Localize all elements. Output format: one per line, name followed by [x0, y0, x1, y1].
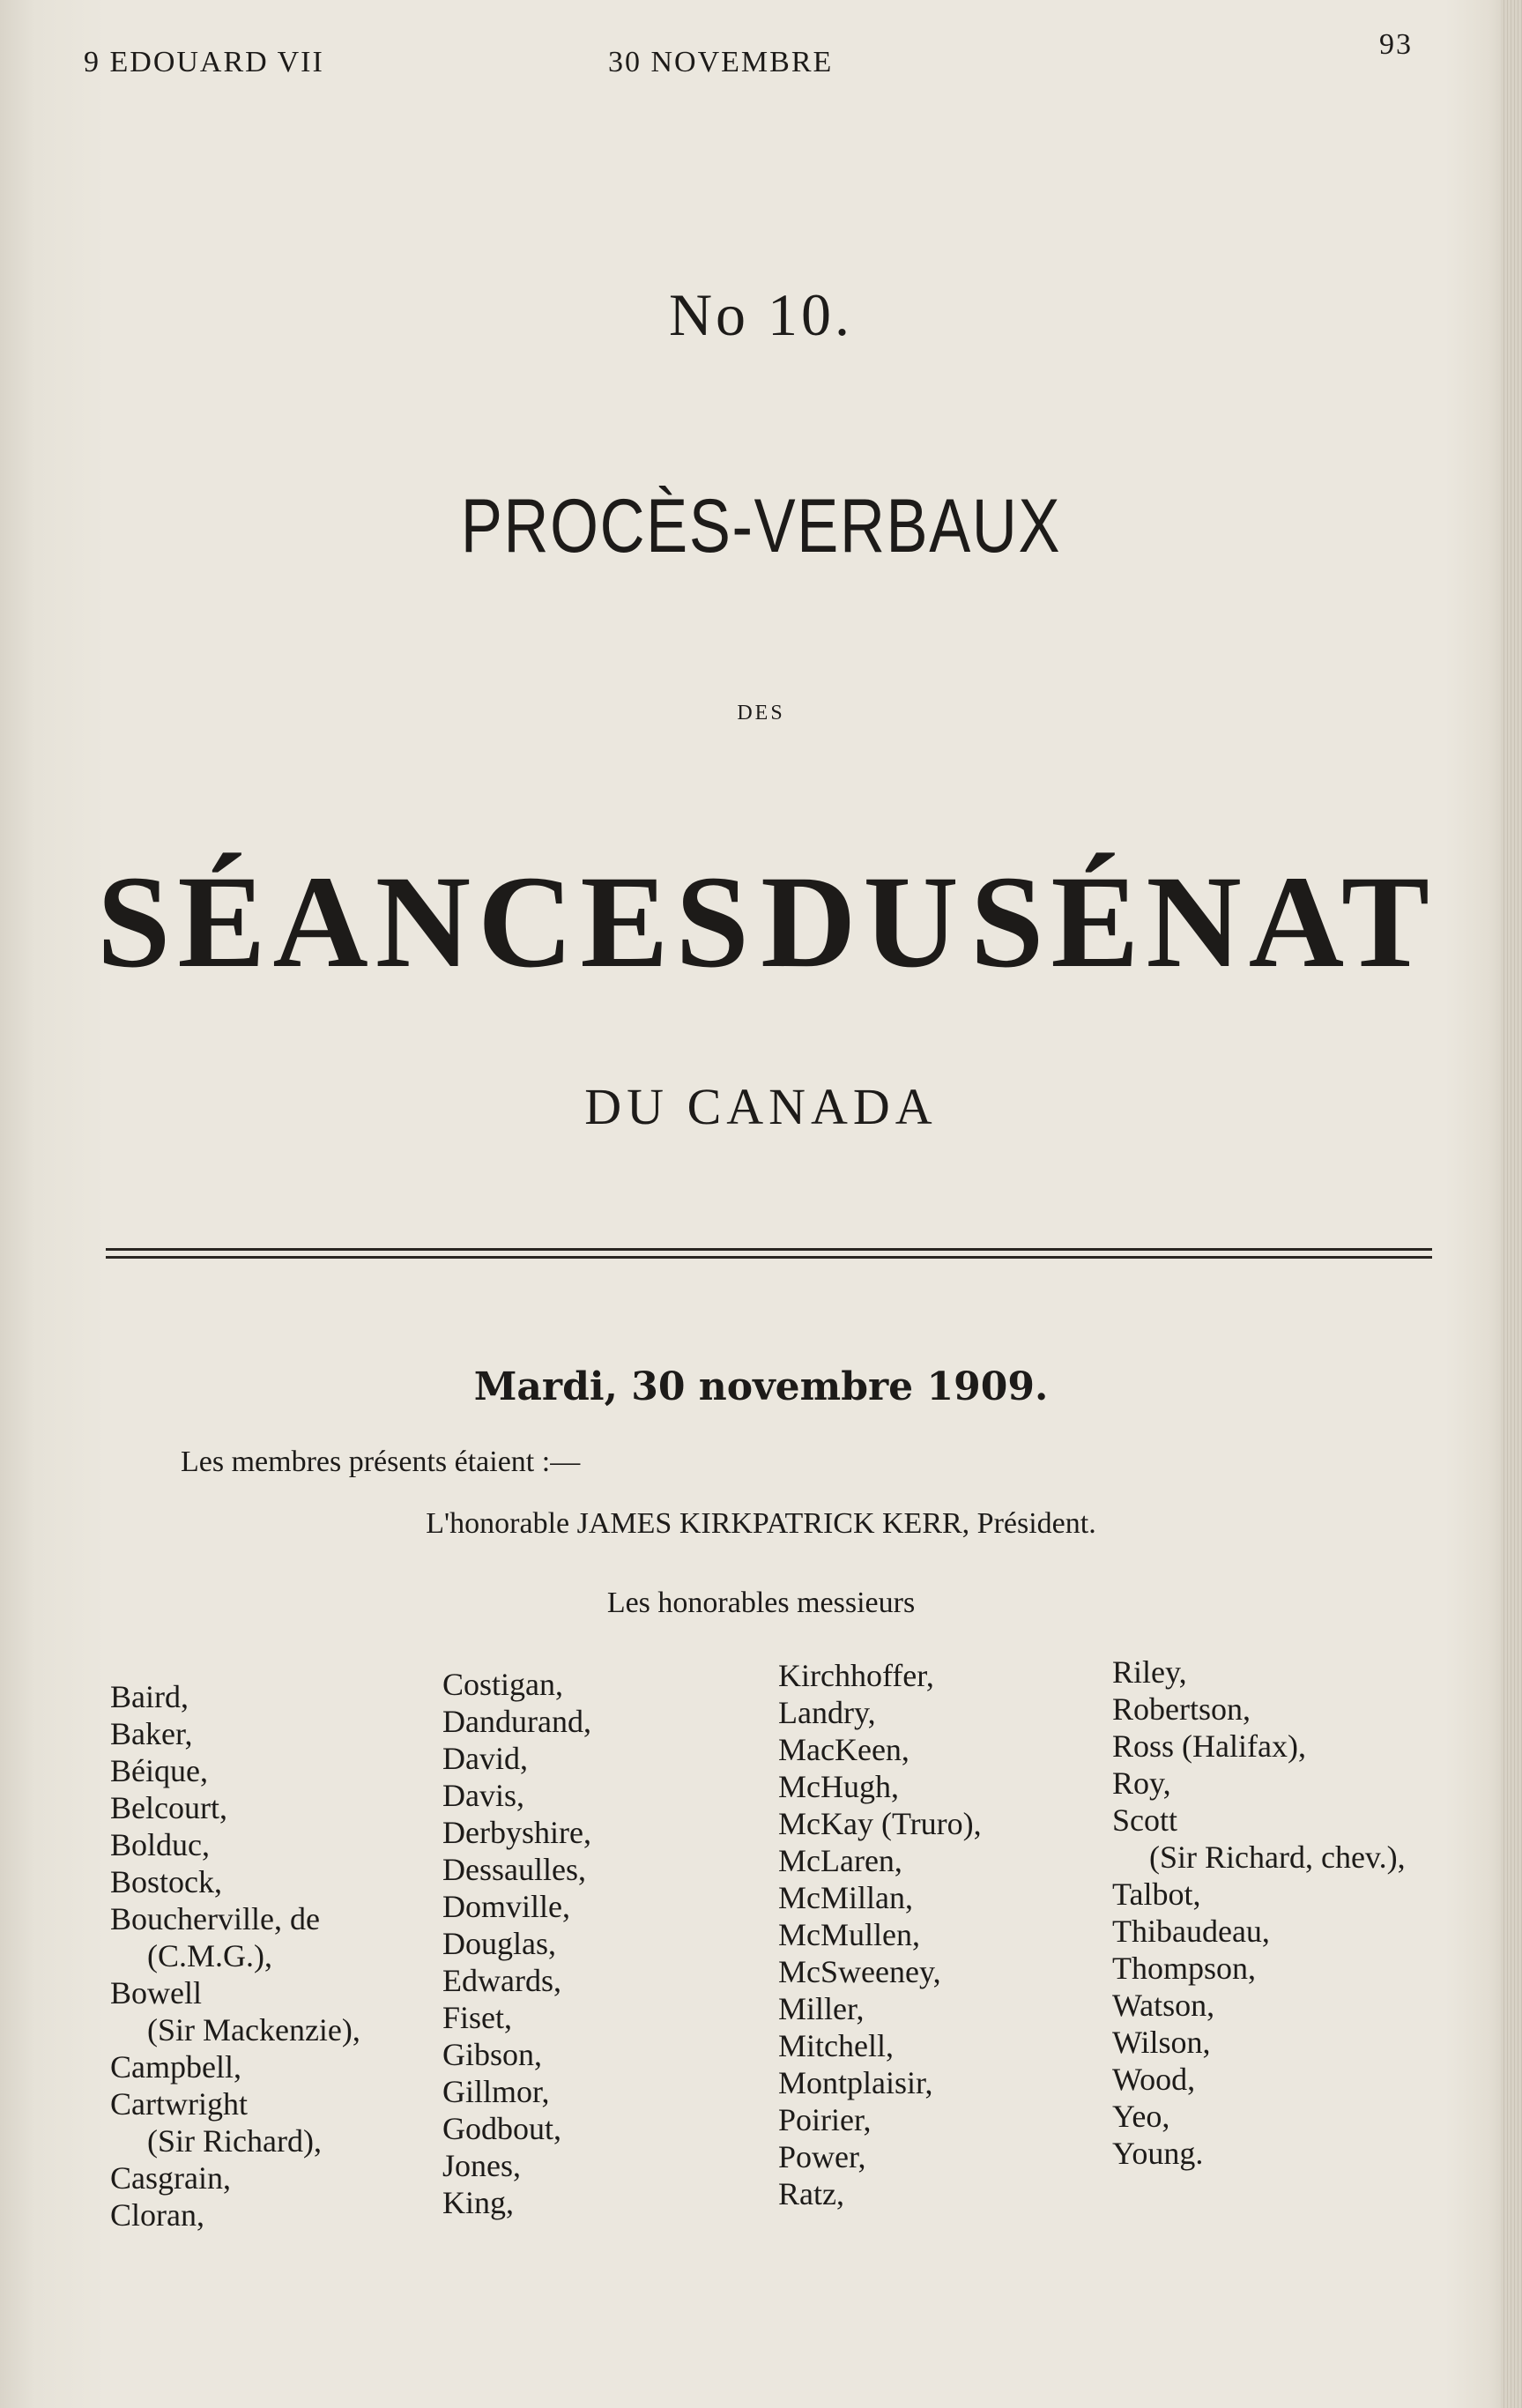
- member-name: (C.M.G.),: [147, 1938, 272, 1973]
- member-name: McMullen,: [778, 1917, 920, 1952]
- members-column-1: [110, 1678, 360, 2233]
- member-name: Roy,: [1112, 1765, 1171, 1801]
- member-name: Douglas,: [442, 1926, 556, 1961]
- member-name: Costigan,: [442, 1667, 564, 1702]
- member-name: Talbot,: [1112, 1877, 1201, 1912]
- member-name: Jones,: [442, 2148, 521, 2183]
- member-name: Cloran,: [110, 2197, 204, 2233]
- header-center: 30 NOVEMBRE: [608, 46, 834, 78]
- member-name: McSweeney,: [778, 1954, 941, 1989]
- member-name: Montplaisir,: [778, 2065, 933, 2100]
- member-name: Robertson,: [1112, 1691, 1251, 1727]
- title-des: DES: [737, 702, 785, 725]
- member-name: Bowell: [110, 1975, 202, 2010]
- member-name: Watson,: [1112, 1988, 1215, 2023]
- member-name: Thibaudeau,: [1112, 1914, 1270, 1949]
- members-column-4: [1112, 1654, 1406, 2172]
- member-name: Wood,: [1112, 2062, 1196, 2097]
- member-name: Landry,: [778, 1695, 876, 1730]
- member-name: Baker,: [110, 1716, 193, 1751]
- member-name: Cartwright: [110, 2086, 248, 2122]
- members-present-label: Les membres présents étaient :—: [181, 1446, 581, 1478]
- member-name: David,: [442, 1741, 528, 1776]
- title-seances-du-senat: [97, 846, 1437, 998]
- member-name: Miller,: [778, 1991, 865, 2026]
- member-name: Scott: [1112, 1802, 1178, 1838]
- member-name: Edwards,: [442, 1963, 561, 1998]
- member-name: (Sir Richard),: [147, 2123, 322, 2159]
- honorables-label: Les honorables messieurs: [606, 1587, 916, 1619]
- member-name: Ross (Halifax),: [1112, 1728, 1306, 1764]
- member-name: Gibson,: [442, 2037, 543, 2072]
- member-name: Godbout,: [442, 2111, 561, 2146]
- member-name: Davis,: [442, 1778, 524, 1813]
- member-name: Riley,: [1112, 1654, 1187, 1690]
- member-name: Wilson,: [1112, 2025, 1211, 2060]
- page-edge: [1501, 0, 1522, 2408]
- member-name: (Sir Richard, chev.),: [1149, 1839, 1406, 1875]
- document-number: No 10.: [668, 281, 854, 348]
- title-du-canada: DU CANADA: [584, 1078, 938, 1135]
- president-line: L'honorable JAMES KIRKPATRICK KERR, Président.: [426, 1507, 1096, 1540]
- member-name: Béique,: [110, 1753, 208, 1788]
- member-name: Power,: [778, 2139, 866, 2174]
- member-name: Dessaulles,: [442, 1852, 586, 1887]
- member-name: McMillan,: [778, 1880, 913, 1915]
- double-rule: [106, 1248, 1432, 1262]
- member-name: Campbell,: [110, 2049, 241, 2085]
- member-name: Bostock,: [110, 1864, 223, 1899]
- member-name: Fiset,: [442, 2000, 513, 2035]
- member-name: Young.: [1112, 2136, 1204, 2171]
- page-number: 93: [1379, 28, 1413, 61]
- member-name: MacKeen,: [778, 1732, 909, 1767]
- members-column-2: [442, 1666, 591, 2221]
- member-name: Bolduc,: [110, 1827, 210, 1862]
- title-word: SÉNAT: [969, 849, 1437, 995]
- member-name: Mitchell,: [778, 2028, 894, 2063]
- session-date: Mardi, 30 novembre 1909.: [473, 1364, 1049, 1409]
- members-column-3: [778, 1657, 982, 2212]
- title-proces-verbaux: PROCÈS-VERBAUX: [460, 484, 1062, 569]
- member-name: McKay (Truro),: [778, 1806, 982, 1841]
- member-name: Dandurand,: [442, 1704, 591, 1739]
- member-name: McLaren,: [778, 1843, 902, 1878]
- member-name: Domville,: [442, 1889, 570, 1924]
- member-name: Derbyshire,: [442, 1815, 591, 1850]
- member-name: Kirchhoffer,: [778, 1658, 934, 1693]
- member-name: Boucherville, de: [110, 1901, 320, 1936]
- member-name: Yeo,: [1112, 2099, 1170, 2134]
- member-name: (Sir Mackenzie),: [147, 2012, 360, 2048]
- member-name: Baird,: [110, 1679, 189, 1714]
- member-name: McHugh,: [778, 1769, 899, 1804]
- member-name: Ratz,: [778, 2176, 844, 2211]
- member-name: Poirier,: [778, 2102, 872, 2137]
- header-left: 9 EDOUARD VII: [84, 46, 324, 78]
- member-name: Belcourt,: [110, 1790, 227, 1825]
- title-word: SÉANCES: [97, 849, 756, 995]
- member-name: Casgrain,: [110, 2160, 231, 2196]
- member-name: Gillmor,: [442, 2074, 550, 2109]
- member-name: King,: [442, 2185, 514, 2220]
- title-word: DU: [761, 849, 966, 995]
- member-name: Thompson,: [1112, 1951, 1257, 1986]
